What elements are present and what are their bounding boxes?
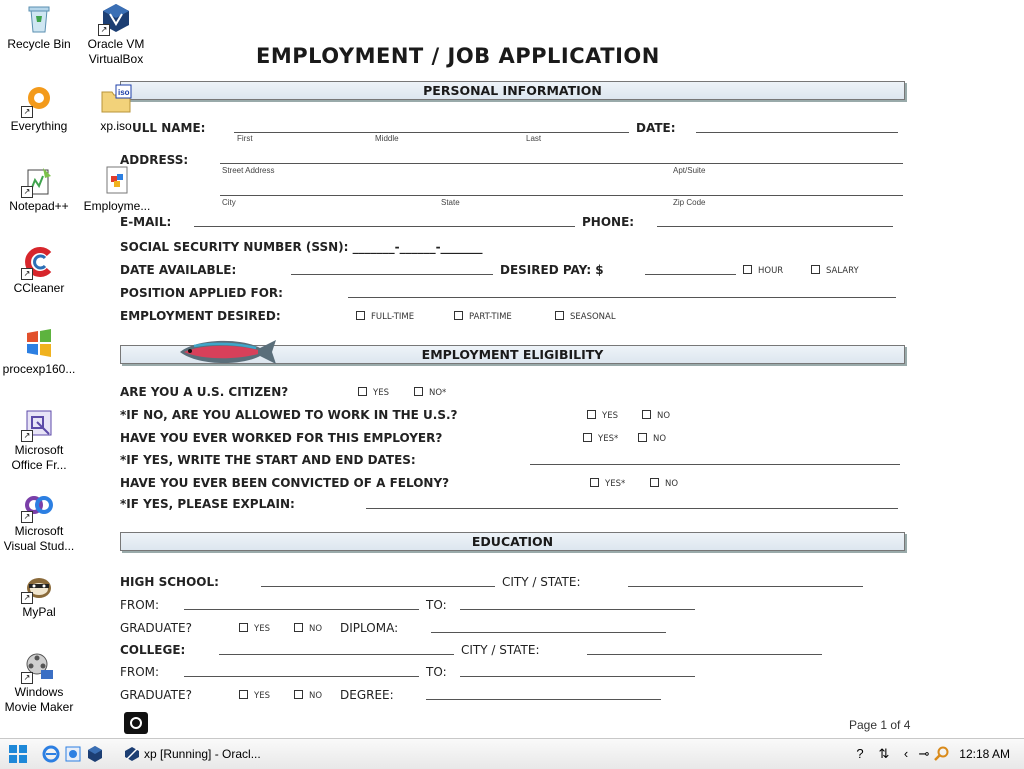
virtualbox-task-icon	[124, 746, 140, 762]
recycle-bin-label: Recycle Bin	[7, 37, 71, 51]
taskbar	[0, 738, 1024, 769]
full-name-label: ULL NAME:	[132, 121, 206, 135]
city-sublabel: City	[222, 198, 236, 207]
citizen-yes-label: YES	[373, 388, 389, 398]
recycle-bin-icon[interactable]	[0, 2, 78, 52]
seasonal-checkbox[interactable]	[555, 311, 616, 322]
running-task-button[interactable]	[120, 742, 270, 766]
salary-option-label: SALARY	[826, 266, 859, 276]
section-employment-eligibility: EMPLOYMENT ELIGIBILITY	[120, 345, 905, 364]
volume-icon[interactable]: ⊸	[918, 746, 930, 761]
chevron-left-icon[interactable]: ‹	[903, 746, 909, 761]
procexp-icon[interactable]	[0, 327, 78, 377]
hour-checkbox[interactable]	[743, 265, 783, 276]
college-yes-label: YES	[254, 691, 270, 701]
hs-graduate-yes-checkbox[interactable]	[239, 623, 270, 634]
xp-iso-icon[interactable]	[77, 84, 155, 134]
citizen-yes-checkbox[interactable]	[358, 387, 389, 398]
felony-no-label: NO	[665, 479, 679, 489]
hs-city-state-line[interactable]	[628, 586, 863, 587]
windows-movie-maker-label: Windows Movie Maker	[4, 685, 74, 714]
college-graduate-label: GRADUATE?	[120, 688, 192, 702]
help-icon[interactable]: ?	[856, 746, 864, 761]
date-available-label: DATE AVAILABLE:	[120, 263, 237, 277]
last-sublabel: Last	[526, 134, 542, 143]
apt-sublabel: Apt/Suite	[673, 166, 706, 175]
document-title: EMPLOYMENT / JOB APPLICATION	[256, 44, 660, 68]
citizen-no-label: NO*	[429, 388, 447, 398]
date-line[interactable]	[696, 132, 898, 133]
start-button-icon[interactable]	[8, 744, 28, 764]
middle-sublabel: Middle	[375, 134, 399, 143]
worked-yes-checkbox[interactable]	[583, 433, 618, 444]
high-school-line[interactable]	[261, 586, 495, 587]
everything-icon[interactable]: ↗ Everything	[0, 84, 78, 134]
full-name-line[interactable]	[234, 132, 629, 133]
worked-before-question: HAVE YOU EVER WORKED FOR THIS EMPLOYER?	[120, 431, 443, 445]
diploma-label: DIPLOMA:	[340, 621, 399, 635]
visual-studio-label: Microsoft Visual Stud...	[3, 524, 75, 553]
college-label: COLLEGE:	[120, 643, 186, 657]
hs-to-label: TO:	[426, 598, 447, 612]
college-from-label: FROM:	[120, 665, 160, 679]
high-school-label: HIGH SCHOOL:	[120, 575, 219, 589]
allowed-to-work-question: *IF NO, ARE YOU ALLOWED TO WORK IN THE U.S.?	[120, 408, 458, 422]
phone-label: PHONE:	[582, 215, 635, 229]
xp-iso-label: xp.iso	[100, 119, 132, 133]
part-time-checkbox[interactable]	[454, 311, 512, 322]
first-sublabel: First	[237, 134, 253, 143]
part-time-option-label: PART-TIME	[469, 312, 512, 322]
microsoft-office-icon[interactable]: ↗ Microsoft Office Fr...	[0, 408, 78, 473]
full-time-option-label: FULL-TIME	[371, 312, 415, 322]
position-applied-line[interactable]	[348, 297, 896, 298]
state-sublabel: State	[441, 198, 460, 207]
start-end-dates-line[interactable]	[530, 464, 900, 465]
mypal-label: MyPal	[22, 605, 56, 619]
svg-text:iso: iso	[118, 88, 130, 97]
college-city-state-line[interactable]	[587, 654, 822, 655]
fish-cursor-icon	[176, 334, 282, 370]
college-to-line[interactable]	[460, 676, 695, 677]
worked-no-checkbox[interactable]	[638, 433, 666, 444]
hs-from-label: FROM:	[120, 598, 160, 612]
college-line[interactable]	[219, 654, 454, 655]
hs-yes-label: YES	[254, 624, 270, 634]
running-task-label: xp [Running] - Oracl...	[144, 747, 261, 761]
desired-pay-line[interactable]	[645, 274, 736, 275]
employment-pdf-label: Employme...	[83, 199, 151, 213]
microsoft-office-label: Microsoft Office Fr...	[11, 443, 67, 472]
network-icon[interactable]: ⇅	[878, 746, 890, 761]
hour-option-label: HOUR	[758, 266, 784, 276]
city-state-zip-line[interactable]	[220, 195, 903, 196]
visual-studio-icon[interactable]: ↗ Microsoft Visual Stud...	[0, 489, 78, 554]
phone-line[interactable]	[657, 226, 893, 227]
degree-label: DEGREE:	[340, 688, 394, 702]
street-sublabel: Street Address	[222, 166, 275, 175]
windows-movie-maker-icon[interactable]: ↗ Windows Movie Maker	[0, 650, 78, 715]
college-graduate-no-checkbox[interactable]	[294, 690, 322, 701]
college-from-line[interactable]	[184, 676, 419, 677]
control-panel-icon[interactable]	[64, 745, 82, 763]
date-available-line[interactable]	[291, 274, 493, 275]
document-app-icon	[124, 712, 148, 734]
mypal-icon[interactable]: ↗ MyPal	[0, 570, 78, 620]
felony-question: HAVE YOU EVER BEEN CONVICTED OF A FELONY?	[120, 476, 450, 490]
college-graduate-yes-checkbox[interactable]	[239, 690, 270, 701]
email-label: E-MAIL:	[120, 215, 172, 229]
ccleaner-icon[interactable]: ↗ CCleaner	[0, 246, 78, 296]
notepad-plus-plus-label: Notepad++	[9, 199, 69, 213]
allowed-yes-label: YES	[602, 411, 618, 421]
section-education: EDUCATION	[120, 532, 905, 551]
salary-checkbox[interactable]	[811, 265, 859, 276]
college-to-label: TO:	[426, 665, 447, 679]
date-label: DATE:	[636, 121, 676, 135]
allowed-no-label: NO	[657, 411, 671, 421]
email-line[interactable]	[194, 226, 575, 227]
citizen-no-checkbox[interactable]	[414, 387, 446, 398]
search-icon[interactable]	[934, 746, 950, 762]
citizen-question: ARE YOU A U.S. CITIZEN?	[120, 385, 289, 399]
college-no-label: NO	[309, 691, 323, 701]
felony-yes-label: YES*	[605, 479, 626, 489]
procexp-label: procexp160...	[2, 362, 76, 376]
ssn-label: SOCIAL SECURITY NUMBER (SSN): _______-______-_______	[120, 240, 483, 254]
felony-no-checkbox[interactable]	[650, 478, 678, 489]
employment-desired-label: EMPLOYMENT DESIRED:	[120, 309, 281, 323]
diploma-line[interactable]	[431, 632, 666, 633]
notepad-plus-plus-icon[interactable]: ↗ Notepad++	[0, 164, 78, 214]
worked-no-label: NO	[653, 434, 667, 444]
felony-yes-checkbox[interactable]	[590, 478, 625, 489]
system-clock[interactable]: 12:18 AM	[959, 747, 1010, 761]
degree-line[interactable]	[426, 699, 661, 700]
section-personal-information: PERSONAL INFORMATION	[120, 81, 905, 100]
position-applied-label: POSITION APPLIED FOR:	[120, 286, 283, 300]
worked-yes-label: YES*	[598, 434, 619, 444]
hs-graduate-no-checkbox[interactable]	[294, 623, 322, 634]
zip-sublabel: Zip Code	[673, 198, 706, 207]
virtualbox-label: Oracle VM VirtualBox	[87, 37, 145, 66]
desired-pay-label: DESIRED PAY: $	[500, 263, 604, 277]
allowed-yes-checkbox[interactable]	[587, 410, 618, 421]
explain-label: *IF YES, PLEASE EXPLAIN:	[120, 497, 295, 511]
ccleaner-label: CCleaner	[13, 281, 65, 295]
hs-graduate-label: GRADUATE?	[120, 621, 192, 635]
street-address-line[interactable]	[220, 163, 903, 164]
everything-label: Everything	[10, 119, 68, 133]
college-city-state-label: CITY / STATE:	[461, 643, 540, 657]
hs-from-line[interactable]	[184, 609, 419, 610]
employment-pdf-icon[interactable]	[78, 164, 156, 214]
virtualbox-taskbar-icon[interactable]	[86, 745, 104, 763]
allowed-no-checkbox[interactable]	[642, 410, 670, 421]
explain-line[interactable]	[366, 508, 898, 509]
hs-to-line[interactable]	[460, 609, 695, 610]
hs-no-label: NO	[309, 624, 323, 634]
page-number: Page 1 of 4	[849, 718, 911, 732]
address-label: ADDRESS:	[120, 153, 189, 167]
start-end-dates-label: *IF YES, WRITE THE START AND END DATES:	[120, 453, 416, 467]
full-time-checkbox[interactable]	[356, 311, 414, 322]
hs-city-state-label: CITY / STATE:	[502, 575, 581, 589]
virtualbox-icon[interactable]: ↗ Oracle VM VirtualBox	[77, 2, 155, 67]
seasonal-option-label: SEASONAL	[570, 312, 616, 322]
internet-explorer-icon[interactable]	[42, 745, 60, 763]
